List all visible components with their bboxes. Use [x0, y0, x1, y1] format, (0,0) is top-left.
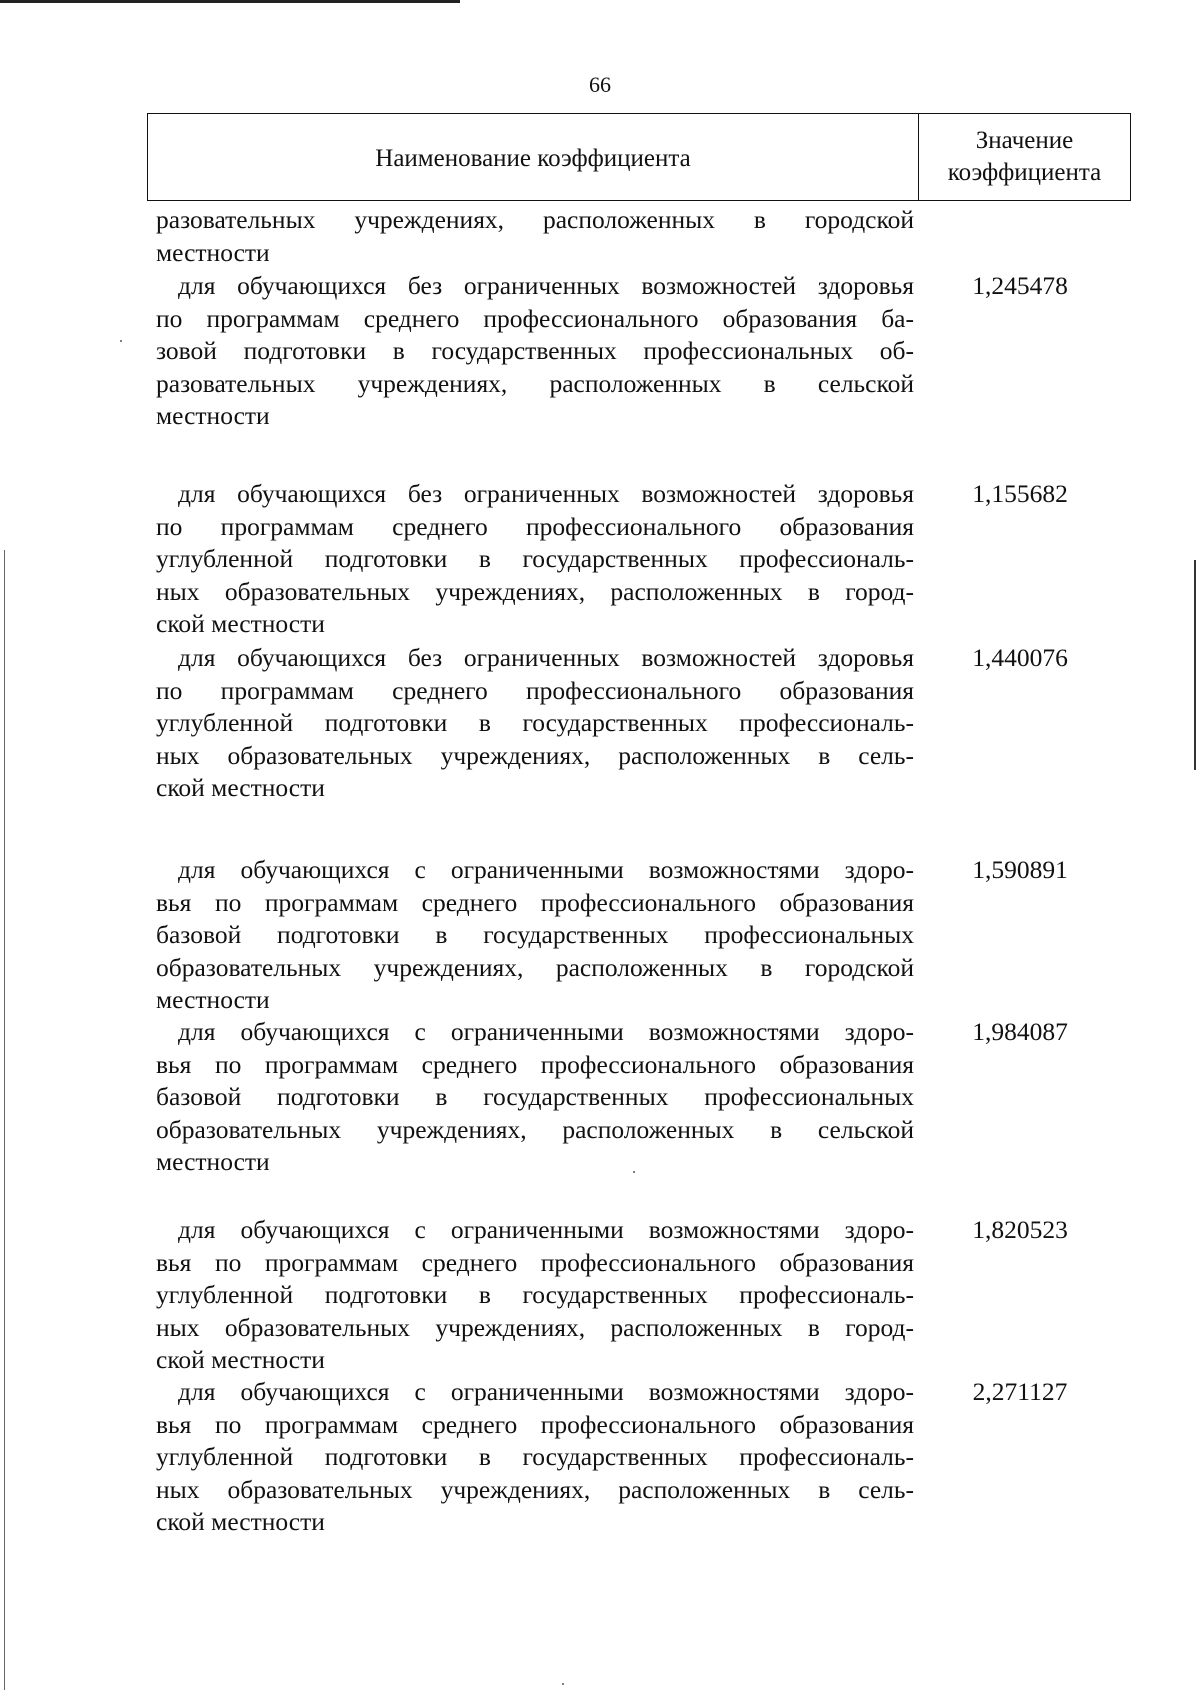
text-line: вья по программам среднего профессионального образования [156, 1049, 914, 1079]
text-line: по программам среднего профессионального образования ба- [156, 303, 914, 333]
coefficient-row-description [156, 478, 914, 641]
text-line: углубленной подготовки в государственных профессиональ- [156, 1442, 914, 1471]
text-line: ской местности [156, 1507, 325, 1536]
coefficient-row-description [156, 854, 914, 1017]
text-line: базовой подготовки в государственных профессиональных [156, 1082, 914, 1111]
text-line: углубленной подготовки в государственных профессиональ- [156, 708, 914, 737]
text-line: местности [156, 401, 270, 430]
text-line: разовательных учреждениях, расположенных в сельской [156, 368, 914, 398]
column-header-value: Значение коэффициента [947, 127, 1102, 186]
coefficient-row-description [156, 1376, 914, 1539]
continuation-text [156, 204, 914, 269]
text-line: для обучающихся без ограниченных возможностей здоровья [178, 271, 914, 300]
text-line: ных образовательных учреждениях, расположенных в город- [156, 576, 914, 606]
text-line: образовательных учреждениях, расположенных в сельской [156, 1114, 914, 1144]
scan-speck [120, 340, 122, 342]
text-line: ской местности [156, 1345, 325, 1374]
scan-edge-right [1194, 560, 1196, 770]
coefficient-value: 1,245478 [972, 271, 1068, 300]
text-line: ных образовательных учреждениях, расположенных в сель- [156, 740, 914, 770]
text-line: для обучающихся с ограниченными возможностями здоро- [178, 855, 914, 884]
text-line: для обучающихся с ограниченными возможностями здоро- [178, 1017, 914, 1046]
scan-speck [562, 1683, 564, 1685]
table-header [147, 113, 1131, 201]
coefficient-value: 1,984087 [972, 1017, 1068, 1046]
coefficient-row-description [156, 642, 914, 805]
column-header-name: Наименование коэффициента [148, 114, 919, 200]
text-line: местности [156, 985, 270, 1014]
text-line: местности [156, 237, 270, 267]
text-line: вья по программам среднего профессионального образования [156, 887, 914, 917]
coefficient-row-description [156, 1016, 914, 1179]
text-line: по программам среднего профессионального образования [156, 675, 914, 705]
text-line: ской местности [156, 773, 325, 802]
coefficient-row-description [156, 1214, 914, 1377]
text-line: для обучающихся с ограниченными возможностями здоро- [178, 1377, 914, 1406]
text-line: зовой подготовки в государственных профессиональных об- [156, 336, 914, 365]
scan-speck [633, 1171, 635, 1173]
coefficient-value: 1,590891 [972, 855, 1068, 884]
text-line: вья по программам среднего профессионального образования [156, 1247, 914, 1277]
scan-edge-left [4, 550, 5, 1690]
text-line: ных образовательных учреждениях, расположенных в сель- [156, 1474, 914, 1504]
coefficient-value: 2,271127 [972, 1377, 1068, 1406]
coefficient-value: 1,155682 [972, 479, 1068, 508]
text-line: для обучающихся с ограниченными возможностями здоро- [178, 1215, 914, 1244]
text-line: вья по программам среднего профессионального образования [156, 1409, 914, 1439]
text-line: местности [156, 1147, 270, 1176]
text-line: базовой подготовки в государственных профессиональных [156, 920, 914, 949]
text-line: образовательных учреждениях, расположенных в городской [156, 952, 914, 982]
coefficient-value: 1,440076 [972, 643, 1068, 672]
scan-edge-top [0, 0, 460, 3]
page-number: 66 [589, 72, 611, 97]
text-line: углубленной подготовки в государственных профессиональ- [156, 1280, 914, 1309]
text-line: для обучающихся без ограниченных возможностей здоровья [178, 479, 914, 508]
text-line: по программам среднего профессионального образования [156, 511, 914, 541]
text-line: разовательных учреждениях, расположенных в городской [156, 205, 914, 234]
text-line: углубленной подготовки в государственных профессиональ- [156, 544, 914, 573]
text-line: ской местности [156, 609, 325, 638]
text-line: для обучающихся без ограниченных возможностей здоровья [178, 643, 914, 672]
text-line: ных образовательных учреждениях, расположенных в город- [156, 1312, 914, 1342]
coefficient-row-description [156, 270, 914, 433]
coefficient-value: 1,820523 [972, 1215, 1068, 1244]
